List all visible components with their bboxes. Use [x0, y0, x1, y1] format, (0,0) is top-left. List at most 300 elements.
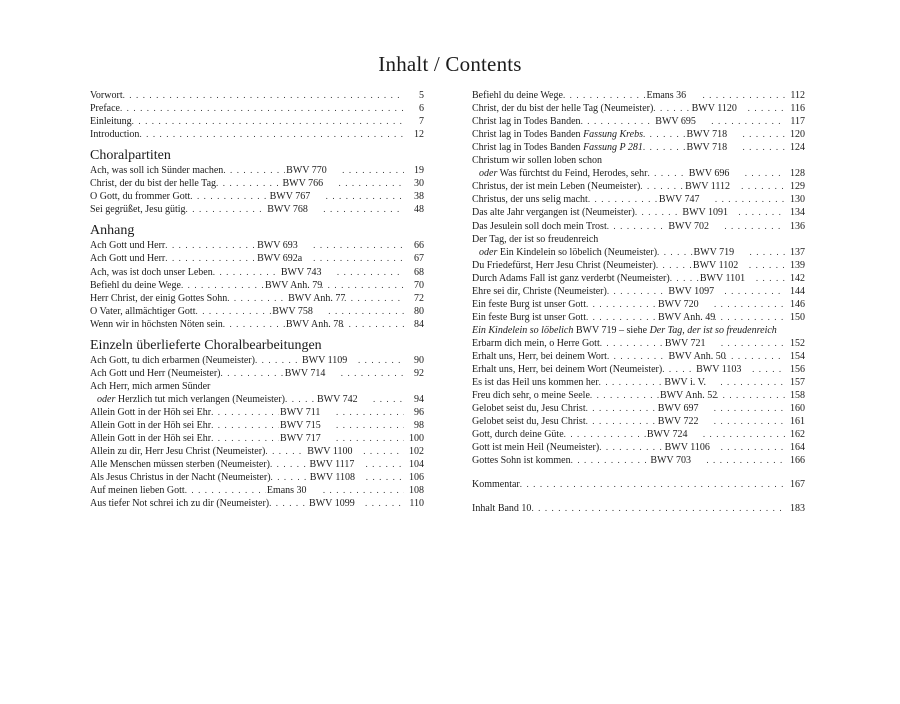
entry-title	[90, 266, 213, 279]
leader-dots	[344, 292, 404, 305]
toc-entry[interactable]	[472, 337, 805, 350]
leader-dots	[586, 402, 657, 415]
leader-dots	[337, 266, 404, 279]
leader-dots	[711, 115, 785, 128]
catalogue-number: BWV 717	[280, 433, 321, 445]
entry-title	[472, 350, 607, 363]
entry-text: Ein feste Burg ist unser Gott	[472, 311, 586, 323]
catalogue-number: BWV 1108	[309, 472, 356, 484]
toc-entry[interactable]	[472, 128, 805, 141]
catalogue-number: BWV 693	[257, 240, 298, 252]
toc-entry[interactable]	[90, 458, 424, 471]
entry-title	[90, 393, 285, 406]
toc-entry[interactable]	[472, 167, 805, 180]
leader-dots	[213, 266, 280, 279]
toc-entry[interactable]	[90, 128, 424, 141]
catalogue-number: BWV 720	[657, 298, 699, 310]
entry-title	[90, 445, 265, 458]
entry-title	[472, 415, 586, 428]
entry-text: Sei gegrüßet, Jesu gütig	[90, 204, 186, 216]
entry-title	[472, 402, 586, 415]
toc-entry[interactable]	[90, 393, 424, 406]
toc-entry[interactable]	[90, 292, 424, 305]
catalogue-number: BWV 1106	[664, 442, 710, 454]
toc-entry[interactable]	[472, 259, 805, 272]
leader-dots	[211, 419, 279, 432]
toc-entry[interactable]	[472, 233, 805, 246]
leader-dots	[656, 259, 692, 272]
leader-dots	[588, 193, 658, 206]
leader-dots	[336, 432, 404, 445]
leader-dots	[724, 285, 785, 298]
catalogue-number: BWV 1099	[309, 498, 355, 510]
page-number: 129	[789, 181, 805, 193]
leader-dots	[336, 419, 404, 432]
toc-entry[interactable]	[90, 497, 424, 510]
entry-title	[90, 203, 186, 216]
toc-entry[interactable]	[472, 272, 805, 285]
entry-text: Alle Menschen müssen sterben (Neumeister)	[90, 459, 270, 471]
entry-text: Als Jesus Christus in der Nacht (Neumeister)	[90, 472, 271, 484]
entry-title	[90, 115, 132, 128]
toc-entry[interactable]	[472, 141, 805, 154]
entry-title	[472, 206, 635, 219]
leader-dots	[703, 428, 785, 441]
page-number: 158	[790, 390, 805, 402]
entry-title	[472, 502, 531, 515]
leader-dots	[341, 367, 404, 380]
catalogue-number: BWV Anh. 52	[659, 390, 718, 402]
toc-entry[interactable]	[472, 220, 805, 233]
entry-title	[472, 428, 564, 441]
toc-entry[interactable]	[90, 102, 424, 115]
toc-entry[interactable]	[472, 246, 805, 259]
section-heading: Einzeln überlieferte Choralbearbeitungen	[90, 337, 322, 353]
leader-dots	[581, 115, 655, 128]
leader-dots	[586, 298, 657, 311]
catalogue-number: BWV 758	[272, 305, 313, 317]
page-number: 30	[413, 178, 424, 190]
entry-text: Allein zu dir, Herr Jesu Christ (Neumeister)	[90, 446, 266, 458]
toc-entry[interactable]	[472, 389, 805, 402]
entry-title	[472, 389, 590, 402]
toc-entry[interactable]	[90, 445, 424, 458]
toc-entry[interactable]	[472, 180, 805, 193]
catalogue-number: Emans 30	[266, 485, 307, 497]
entry-title	[90, 484, 185, 497]
leader-dots	[745, 167, 785, 180]
catalogue-number: BWV 715	[280, 420, 321, 431]
catalogue-number: BWV i. V.	[664, 377, 707, 389]
page-number: 98	[414, 420, 424, 431]
leader-dots	[756, 272, 785, 285]
catalogue-number: BWV 718	[686, 129, 728, 141]
leader-dots	[586, 415, 657, 428]
catalogue-number: BWV Anh. 50	[668, 351, 726, 362]
catalogue-number: BWV 1091	[682, 207, 729, 219]
page-number: 106	[409, 472, 424, 484]
toc-entry[interactable]	[472, 102, 805, 115]
entry-text: Freu dich sehr, o meine Seele	[472, 390, 590, 402]
leader-dots	[662, 363, 695, 376]
leader-dots	[653, 102, 690, 115]
leader-dots	[586, 311, 657, 324]
leader-dots	[323, 484, 404, 497]
leader-dots	[721, 337, 785, 350]
entry-text: Erhalt uns, Herr, bei deinem Wort	[472, 351, 607, 362]
page-number: 120	[789, 129, 805, 141]
catalogue-number: BWV 718	[686, 142, 728, 154]
page-number: 80	[414, 305, 424, 317]
leader-dots	[365, 497, 404, 510]
entry-text: Ehre sei dir, Christe (Neumeister)	[472, 285, 607, 297]
catalogue-number: BWV 1097	[668, 285, 715, 297]
toc-entry[interactable]	[472, 454, 805, 467]
catalogue-number: BWV 703	[650, 455, 691, 467]
page-number: 108	[408, 485, 424, 497]
toc-entry[interactable]	[90, 239, 424, 252]
entry-text: Ach Gott und Herr	[90, 253, 166, 265]
leader-dots	[365, 458, 404, 471]
toc-entry[interactable]	[90, 367, 424, 380]
toc-entry[interactable]	[90, 406, 424, 419]
leader-dots	[714, 311, 785, 324]
entry-prefix: oder	[479, 168, 498, 180]
leader-dots	[742, 128, 785, 141]
entry-title	[472, 285, 607, 298]
entry-title	[472, 115, 581, 128]
catalogue-number: BWV 1100	[307, 446, 353, 458]
section-heading: Choralpartiten	[90, 148, 171, 164]
note-italic-reference: Der Tag, der ist so freudenreich	[649, 324, 777, 336]
entry-title	[90, 252, 165, 265]
toc-entry[interactable]	[90, 354, 424, 367]
leader-dots	[223, 164, 285, 177]
leader-dots	[223, 318, 285, 331]
leader-dots	[724, 220, 785, 233]
entry-text: Christus, der uns selig macht	[472, 194, 588, 206]
catalogue-number: BWV 1101	[699, 272, 746, 284]
entry-title	[90, 89, 123, 102]
entry-text: Gelobet seist du, Jesu Christ	[472, 403, 586, 415]
leader-dots	[670, 272, 699, 285]
entry-text: Das alte Jahr vergangen ist (Neumeister)	[472, 207, 635, 219]
catalogue-number: BWV 724	[646, 429, 688, 441]
entry-text: O Gott, du frommer Gott	[90, 191, 191, 203]
catalogue-number: BWV 1117	[309, 459, 355, 471]
leader-dots	[216, 177, 281, 190]
page-number: 84	[414, 318, 424, 330]
entry-prefix: oder	[97, 393, 116, 405]
page-number: 48	[413, 204, 424, 216]
leader-dots	[181, 279, 264, 292]
toc-entry[interactable]	[90, 203, 424, 216]
leader-dots	[599, 376, 664, 389]
leader-dots	[657, 246, 692, 259]
toc-entry[interactable]	[472, 428, 805, 441]
entry-title	[90, 354, 255, 367]
entry-title	[90, 239, 165, 252]
page-number: 166	[790, 455, 805, 467]
cross-reference-note[interactable]	[472, 324, 805, 337]
toc-entry[interactable]	[472, 89, 805, 102]
entry-text: O Vater, allmächtiger Gott	[90, 305, 196, 317]
entry-version: Fassung P 281	[583, 142, 643, 154]
leader-dots	[748, 102, 785, 115]
entry-title	[90, 190, 190, 203]
entry-text: Ein Kindelein so löbelich (Neumeister)	[499, 246, 658, 258]
entry-title	[90, 102, 120, 115]
leader-dots	[724, 350, 785, 363]
toc-entry[interactable]	[90, 432, 424, 445]
leader-dots	[607, 350, 668, 363]
catalogue-number: BWV 697	[657, 403, 699, 415]
entry-title	[472, 478, 520, 491]
leader-dots	[643, 141, 686, 154]
leader-dots	[271, 471, 309, 484]
entry-text: Introduction	[90, 129, 140, 141]
entry-title	[90, 471, 271, 484]
leader-dots	[643, 128, 686, 141]
page-number: 130	[789, 194, 805, 206]
page-number: 128	[789, 168, 805, 180]
page-number: 19	[414, 165, 424, 177]
entry-text: Christ lag in Todes Banden	[472, 116, 581, 128]
page-number: 12	[414, 129, 424, 141]
entry-text: Erhalt uns, Herr, bei deinem Wort (Neumeister)	[472, 364, 663, 376]
page-number: 112	[790, 90, 805, 101]
toc-entry[interactable]	[90, 318, 424, 331]
toc-entry[interactable]	[472, 298, 805, 311]
entry-text: Ach Gott und Herr (Neumeister)	[90, 367, 221, 379]
entry-text: Gelobet seist du, Jesu Christ	[472, 416, 586, 428]
entry-text: Ach, was soll ich Sünder machen	[90, 165, 224, 177]
toc-entry[interactable]	[90, 471, 424, 484]
toc-entry[interactable]	[472, 115, 805, 128]
leader-dots	[313, 252, 404, 265]
entry-version: Fassung Krebs	[583, 129, 643, 141]
page-number: 146	[789, 298, 805, 310]
leader-dots	[716, 389, 785, 402]
page-number: 152	[789, 337, 805, 349]
toc-entry[interactable]	[472, 206, 805, 219]
entry-title: Christum wir sollen loben schon	[472, 155, 602, 167]
leader-dots	[363, 445, 404, 458]
leader-dots	[269, 497, 308, 510]
entry-text: Auf meinen lieben Gott	[90, 485, 185, 497]
leader-dots	[366, 471, 404, 484]
page-number: 38	[413, 191, 424, 203]
entry-text: Wenn wir in höchsten Nöten sein	[90, 318, 223, 330]
section-heading: Anhang	[90, 223, 135, 239]
page-number: 161	[789, 416, 805, 428]
toc-entry[interactable]	[472, 502, 805, 515]
leader-dots	[738, 206, 785, 219]
leader-dots	[520, 478, 785, 491]
catalogue-number: BWV 711	[280, 406, 321, 418]
entry-text: Aus tiefer Not schrei ich zu dir (Neumeister)	[90, 498, 270, 510]
toc-entry[interactable]	[90, 419, 424, 432]
leader-dots	[600, 337, 664, 350]
leader-dots	[270, 458, 309, 471]
entry-title	[472, 363, 662, 376]
toc-entry[interactable]	[90, 252, 424, 265]
toc-entry[interactable]	[472, 154, 805, 167]
leader-dots	[321, 279, 404, 292]
page-number: 70	[414, 279, 424, 291]
page-number: 160	[789, 403, 805, 415]
page-number: 5	[419, 90, 424, 101]
entry-title	[472, 441, 599, 454]
entry-title	[472, 193, 588, 206]
entry-title	[472, 272, 670, 285]
catalogue-number: BWV Anh. 77	[288, 292, 346, 304]
leader-dots	[750, 246, 785, 259]
leader-dots	[749, 259, 785, 272]
page-number: 94	[414, 393, 424, 405]
entry-text: Was fürchtst du Feind, Herodes, sehr	[499, 168, 648, 180]
entry-title	[472, 128, 643, 141]
page-number: 150	[789, 311, 805, 323]
page-number: 66	[413, 240, 424, 252]
page-number: 157	[790, 377, 805, 389]
leader-dots	[221, 367, 284, 380]
entry-text: Einleitung	[90, 116, 132, 128]
entry-text: Befiehl du deine Wege	[90, 279, 181, 291]
leader-dots	[752, 363, 785, 376]
leader-dots	[342, 164, 404, 177]
page-number: 116	[790, 103, 805, 115]
entry-title	[90, 318, 223, 331]
toc-entry[interactable]	[90, 115, 424, 128]
catalogue-number: BWV 695	[655, 116, 696, 128]
catalogue-number: BWV 1120	[691, 103, 737, 115]
toc-entry[interactable]	[90, 89, 424, 102]
leader-dots	[714, 415, 785, 428]
entry-text: Inhalt Band 10	[472, 502, 532, 514]
entry-text: Christ, der du bist der helle Tag	[90, 178, 217, 190]
toc-entry[interactable]	[472, 376, 805, 389]
leader-dots	[326, 190, 404, 203]
toc-entry[interactable]	[90, 164, 424, 177]
toc-entry[interactable]	[472, 311, 805, 324]
entry-title	[472, 454, 571, 467]
page-number: 124	[789, 142, 805, 154]
entry-text: Ach, was ist doch unser Leben	[90, 266, 213, 278]
page-number: 156	[790, 364, 805, 376]
catalogue-number: BWV 742	[317, 393, 358, 405]
leader-dots	[339, 177, 404, 190]
leader-dots	[186, 203, 267, 216]
leader-dots	[531, 502, 785, 515]
toc-entry[interactable]	[90, 380, 424, 393]
entry-title	[472, 102, 653, 115]
catalogue-number: BWV 743	[280, 266, 322, 278]
entry-title	[90, 367, 221, 380]
leader-dots	[342, 318, 404, 331]
toc-entry[interactable]	[90, 177, 424, 190]
page-number: 144	[790, 285, 805, 297]
entry-text: Das Jesulein soll doch mein Trost	[472, 220, 607, 232]
entry-text: Du Friedefürst, Herr Jesu Christ (Neumeister)	[472, 259, 656, 271]
entry-title	[472, 246, 657, 259]
catalogue-number: Emans 36	[646, 90, 687, 101]
page-number: 67	[413, 253, 424, 265]
entry-title	[90, 305, 196, 318]
leader-dots	[590, 389, 659, 402]
leader-dots	[564, 428, 646, 441]
toc-entry[interactable]	[90, 266, 424, 279]
entry-text: Gottes Sohn ist kommen	[472, 455, 571, 467]
entry-text: Es ist das Heil uns kommen her	[472, 377, 599, 389]
entry-title	[472, 167, 647, 180]
toc-entry[interactable]	[90, 484, 424, 497]
entry-title	[472, 89, 563, 102]
entry-title	[472, 141, 643, 154]
entry-title	[90, 406, 211, 419]
entry-title	[90, 419, 211, 432]
entry-text: Durch Adams Fall ist ganz verderbt (Neumeister)	[472, 272, 670, 284]
catalogue-number: BWV 1102	[692, 259, 739, 271]
catalogue-number: BWV 714	[284, 367, 326, 379]
entry-text: Herr Christ, der einig Gottes Sohn	[90, 292, 228, 304]
page-number: 104	[408, 459, 424, 471]
entry-title	[472, 311, 586, 324]
toc-entry[interactable]	[90, 279, 424, 292]
catalogue-number: BWV 721	[664, 337, 706, 349]
entry-text: Ach Gott und Herr	[90, 240, 166, 252]
page-number: 110	[409, 498, 424, 510]
toc-entry[interactable]	[472, 441, 805, 454]
toc-entry[interactable]	[472, 285, 805, 298]
catalogue-number: BWV 1112	[685, 181, 731, 193]
toc-entry[interactable]	[472, 415, 805, 428]
note-plain-text: BWV 719 – siehe	[573, 324, 650, 336]
catalogue-number: BWV 768	[267, 204, 308, 216]
entry-title: Der Tag, der ist so freudenreich	[472, 233, 599, 245]
toc-entry[interactable]	[90, 190, 424, 203]
leader-dots	[607, 220, 668, 233]
catalogue-number: BWV 747	[658, 194, 700, 206]
toc-entry[interactable]	[472, 193, 805, 206]
toc-entry[interactable]	[90, 305, 424, 318]
leader-dots	[358, 354, 404, 367]
toc-entry[interactable]	[472, 363, 805, 376]
page-number: 6	[419, 103, 424, 115]
catalogue-number: BWV Anh. 79	[264, 279, 323, 291]
toc-entry[interactable]	[472, 402, 805, 415]
entry-title	[472, 337, 600, 350]
leader-dots	[714, 402, 785, 415]
leader-dots	[123, 89, 404, 102]
catalogue-number: BWV 696	[688, 168, 730, 180]
page-number: 142	[789, 272, 805, 284]
entry-title	[90, 292, 227, 305]
toc-entry[interactable]	[472, 350, 805, 363]
leader-dots	[336, 406, 404, 419]
catalogue-number: BWV 722	[657, 416, 699, 428]
entry-text: Allein Gott in der Höh sei Ehr	[90, 420, 212, 431]
catalogue-number: BWV 1103	[696, 364, 742, 376]
entry-title	[472, 376, 599, 389]
page-number: 162	[789, 429, 805, 441]
entry-title	[90, 497, 269, 510]
catalogue-number: BWV 766	[282, 178, 324, 190]
entry-text: Erbarm dich mein, o Herre Gott	[472, 337, 600, 349]
toc-entry[interactable]	[472, 478, 805, 491]
note-text	[472, 324, 777, 337]
leader-dots	[323, 203, 404, 216]
